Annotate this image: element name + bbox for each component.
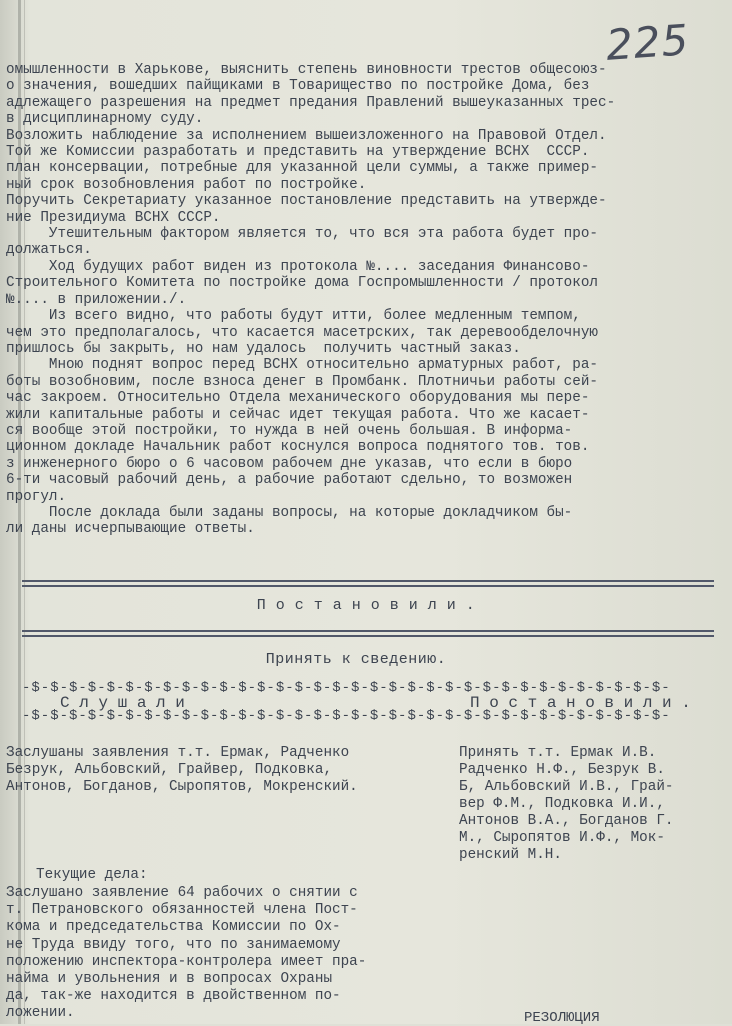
- column-heading-heard: С л у ш а л и: [60, 694, 185, 712]
- text-line: адлежащего разрешения на предмет предания Правлений вышеуказанных трес-: [6, 94, 616, 111]
- text-line: Мною поднят вопрос перед ВСНХ относительно арматурных работ, ра-: [6, 357, 598, 374]
- current-affairs-line: Заслушано заявление 64 рабочих о снятии с: [6, 885, 358, 901]
- section-heading-resolved: П о с т а н о в и л и .: [256, 597, 476, 614]
- current-affairs-line: т. Петрановского обязанностей члена Пост-: [6, 902, 358, 919]
- resolved-line: Б, Альбовский И.В., Грай-: [459, 779, 674, 795]
- text-line: омышленности в Харькове, выяснить степень виновности трестов общесоюз-: [6, 62, 607, 78]
- current-affairs-line: кома и председательства Комиссии по Ох-: [6, 919, 341, 936]
- text-line: о значения, вошедших пайщиками в Товарищество по постройке Дома, без: [6, 78, 590, 95]
- resolved-line: ренский М.Н.: [459, 847, 562, 863]
- current-affairs-text: [6, 885, 426, 1023]
- text-line: 6-ти часовый рабочий день, а рабочие работают сдельно, то возможен: [6, 472, 573, 489]
- resolved-line: Антонов В.А., Богданов Г.: [459, 813, 674, 829]
- text-line: Из всего видно, что работы будут итти, более медленным темпом,: [6, 308, 581, 325]
- heard-line: Антонов, Богданов, Сыропятов, Мокренский.: [6, 779, 358, 795]
- folio-number: 225: [604, 15, 691, 70]
- text-line: план консервации, потребные для указанной цели суммы, а также пример-: [6, 160, 598, 177]
- text-line: боты возобновим, после взноса денег в Промбанк. Плотничьи работы сей-: [6, 373, 598, 390]
- text-line: ционном докладе Начальник работ коснулся вопроса поднятого тов. тов.: [6, 439, 590, 456]
- text-line: пришлось бы закрыть, но нам удалось получить частный заказ.: [6, 340, 521, 357]
- divider-rule: [22, 580, 714, 582]
- current-affairs-heading: Текущие дела:: [36, 867, 148, 883]
- divider-rule: [22, 630, 714, 632]
- text-line: Утешительным фактором является то, что вся эта работа будет про-: [6, 226, 598, 243]
- heard-column: [6, 745, 446, 796]
- resolved-line: Принять т.т. Ермак И.В.: [459, 745, 657, 761]
- text-line: ли даны исчерпывающие ответы.: [6, 521, 255, 538]
- current-affairs-line: да, так-же находится в двойственном по-: [6, 988, 341, 1005]
- resolved-line: Радченко Н.Ф., Безрук В.: [459, 762, 665, 778]
- current-affairs-line: не Труда ввиду того, что по занимаемому: [6, 936, 341, 953]
- resolved-line: М., Сыропятов И.Ф., Мок-: [459, 830, 665, 846]
- text-line: з инженерного бюро о 6 часовом рабочем дне указав, что если в бюро: [6, 455, 573, 472]
- dollar-separator-bottom: -$-$-$-$-$-$-$-$-$-$-$-$-$-$-$-$-$-$-$-$-$-$-$-$-$-$-$-$-$-$-$-$-$-$-: [22, 708, 671, 724]
- heard-line: Заслушаны заявления т.т. Ермак, Радченко: [6, 745, 350, 761]
- text-line: ный срок возобновления работ по постройке.: [6, 176, 367, 193]
- footer-partial-text: РЕЗОЛЮЦИЯ: [524, 1010, 600, 1026]
- minutes-body-text: [6, 62, 721, 538]
- heard-line: Безрук, Альбовский, Грайвер, Подковка,: [6, 762, 333, 778]
- text-line: чем это предполагалось, что касается масетрских, так деревообделочную: [6, 324, 598, 341]
- resolved-column: [459, 745, 729, 864]
- text-line: После доклада были заданы вопросы, на которые докладчиком бы-: [6, 504, 573, 521]
- column-heading-resolved: П о с т а н о в и л и .: [470, 694, 691, 712]
- text-line: ние Президиума ВСНХ СССР.: [6, 209, 221, 226]
- divider-rule: [22, 635, 714, 637]
- text-line: в дисциплинарному суду.: [6, 111, 204, 128]
- resolved-line: вер Ф.М., Подковка И.И.,: [459, 796, 665, 812]
- text-line: ся вообще этой постройки, то нужда в ней очень большая. В информа-: [6, 422, 573, 439]
- text-line: жили капитальные работы и сейчас идет текущая работа. Что же касает-: [6, 406, 590, 423]
- resolution-text: Принять к сведению.: [265, 651, 447, 668]
- text-line: Возложить наблюдение за исполнением вышеизложенного на Правовой Отдел.: [6, 127, 607, 144]
- text-line: Той же Комиссии разработать и представить на утверждение ВСНХ СССР.: [6, 144, 590, 161]
- current-affairs-line: найма и увольнения и в вопросах Охраны: [6, 971, 333, 988]
- text-line: №.... в приложении./.: [6, 291, 187, 308]
- current-affairs-line: ложении.: [6, 1005, 75, 1022]
- current-affairs-line: положению инспектора-контролера имеет пра-: [6, 953, 367, 970]
- text-line: час закроем. Относительно Отдела механического оборудования мы пере-: [6, 390, 590, 407]
- divider-rule: [22, 585, 714, 587]
- text-line: Ход будущих работ виден из протокола №.... заседания Финансово-: [6, 258, 590, 275]
- dollar-separator-top: -$-$-$-$-$-$-$-$-$-$-$-$-$-$-$-$-$-$-$-$-$-$-$-$-$-$-$-$-$-$-$-$-$-$-: [22, 680, 671, 696]
- text-line: должаться.: [6, 242, 92, 259]
- text-line: Поручить Секретариату указанное постановление представить на утвержде-: [6, 193, 607, 210]
- text-line: прогул.: [6, 488, 67, 505]
- text-line: Строительного Комитета по постройке дома Госпромышленности / протокол: [6, 275, 598, 292]
